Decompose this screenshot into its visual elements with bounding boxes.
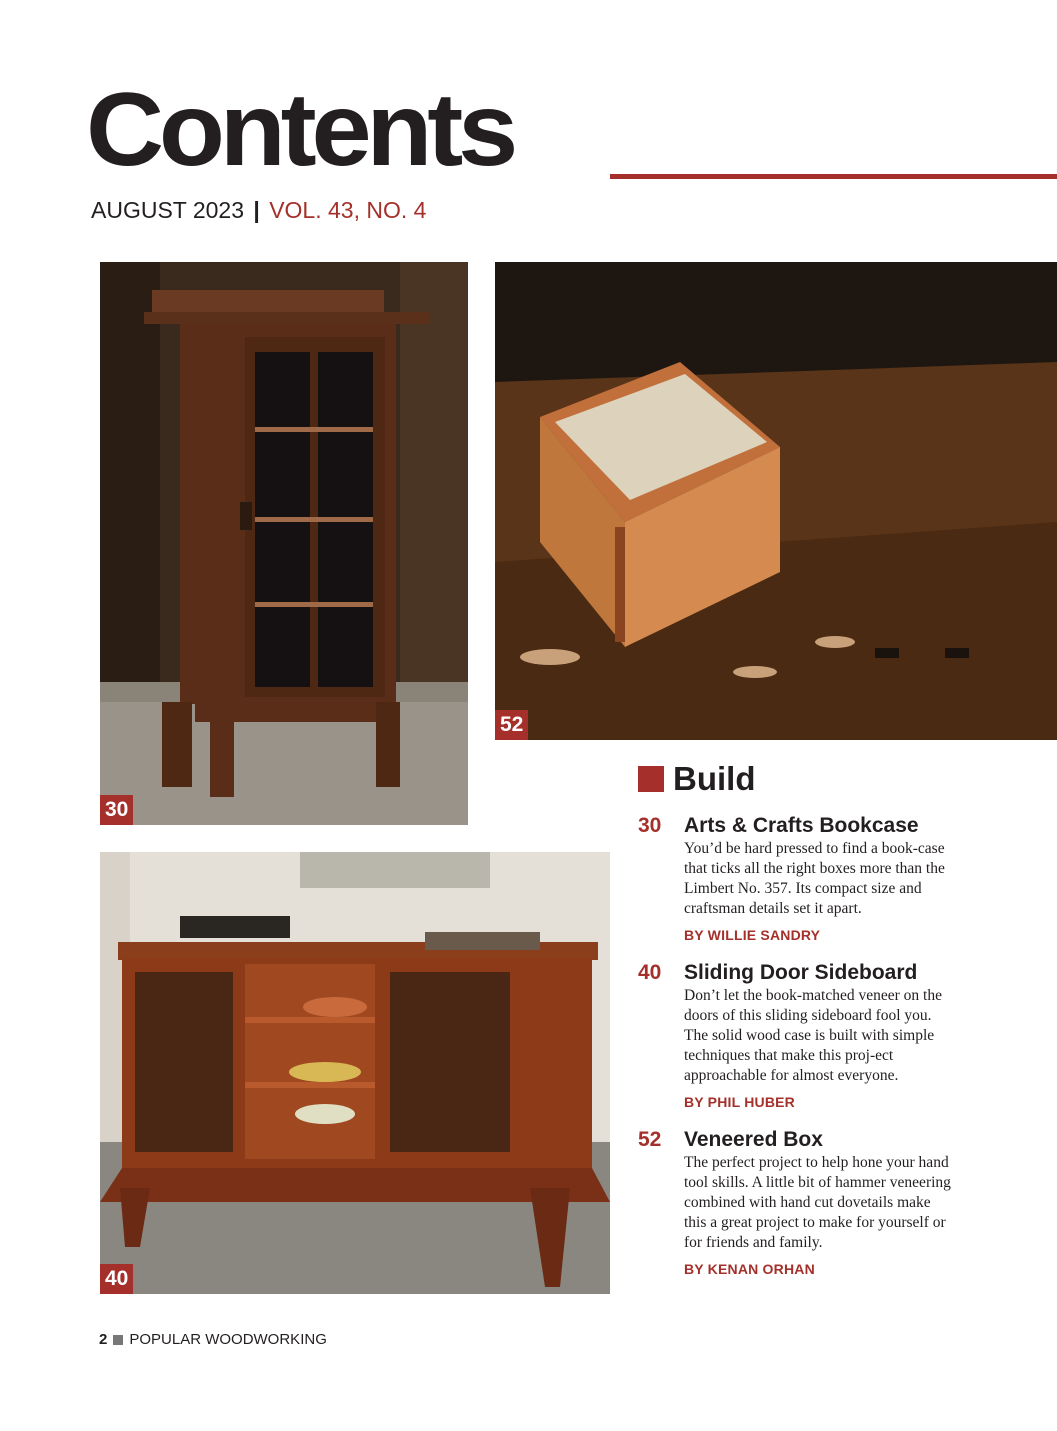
page-badge-30: 30 [100,795,133,825]
article-description: You’d be hard pressed to find a book-case that ticks all the right boxes more than the Limbert No. 357. Its compact size and craftsman details set it apart. [684,840,945,917]
article-byline: BY PHIL HUBER [684,1094,795,1110]
section-header [638,761,755,797]
article-title[interactable]: Veneered Box [684,1128,823,1151]
article-description: The perfect project to help hone your hand tool skills. A little bit of hammer veneering combined with hand cut dovetails make this a great project to make for yourself or for friends and family. [684,1154,951,1251]
bookcase-illustration [100,262,468,825]
sideboard-photo[interactable] [100,852,610,1294]
issue-date: AUGUST 2023 [91,197,244,223]
page-title: Contents [86,72,514,188]
article-description: Don’t let the book-matched veneer on the doors of this sliding sideboard fool you. The solid wood case is built with simple techniques that make this proj-ect approachable for almost everyone. [684,987,942,1084]
footer-magazine-name: POPULAR WOODWORKING [129,1331,327,1348]
title-rule [610,174,1057,179]
article-page-number: 30 [638,814,662,837]
article-item[interactable] [638,960,968,1110]
footer-page-number: 2 [99,1331,108,1348]
sideboard-illustration [100,852,610,1294]
section-title: Build [673,760,756,797]
section-marker [638,766,664,792]
page-badge-40: 40 [100,1264,133,1294]
article-item[interactable] [638,813,968,943]
box-illustration [495,262,1057,740]
page-footer [99,1331,327,1348]
bookcase-photo[interactable] [100,262,468,825]
footer-marker [113,1335,123,1345]
article-title[interactable]: Sliding Door Sideboard [684,961,918,984]
issue-volume: VOL. 43, NO. 4 [269,197,427,223]
article-byline: BY WILLIE SANDRY [684,927,821,943]
article-page-number: 52 [638,1128,662,1151]
article-page-number: 40 [638,961,662,984]
article-byline: BY KENAN ORHAN [684,1261,815,1277]
article-title[interactable]: Arts & Crafts Bookcase [684,814,919,837]
issue-line [91,196,426,224]
issue-separator: | [253,197,260,223]
veneered-box-photo[interactable] [495,262,1057,740]
article-item[interactable] [638,1127,968,1277]
page-badge-52: 52 [495,710,528,740]
